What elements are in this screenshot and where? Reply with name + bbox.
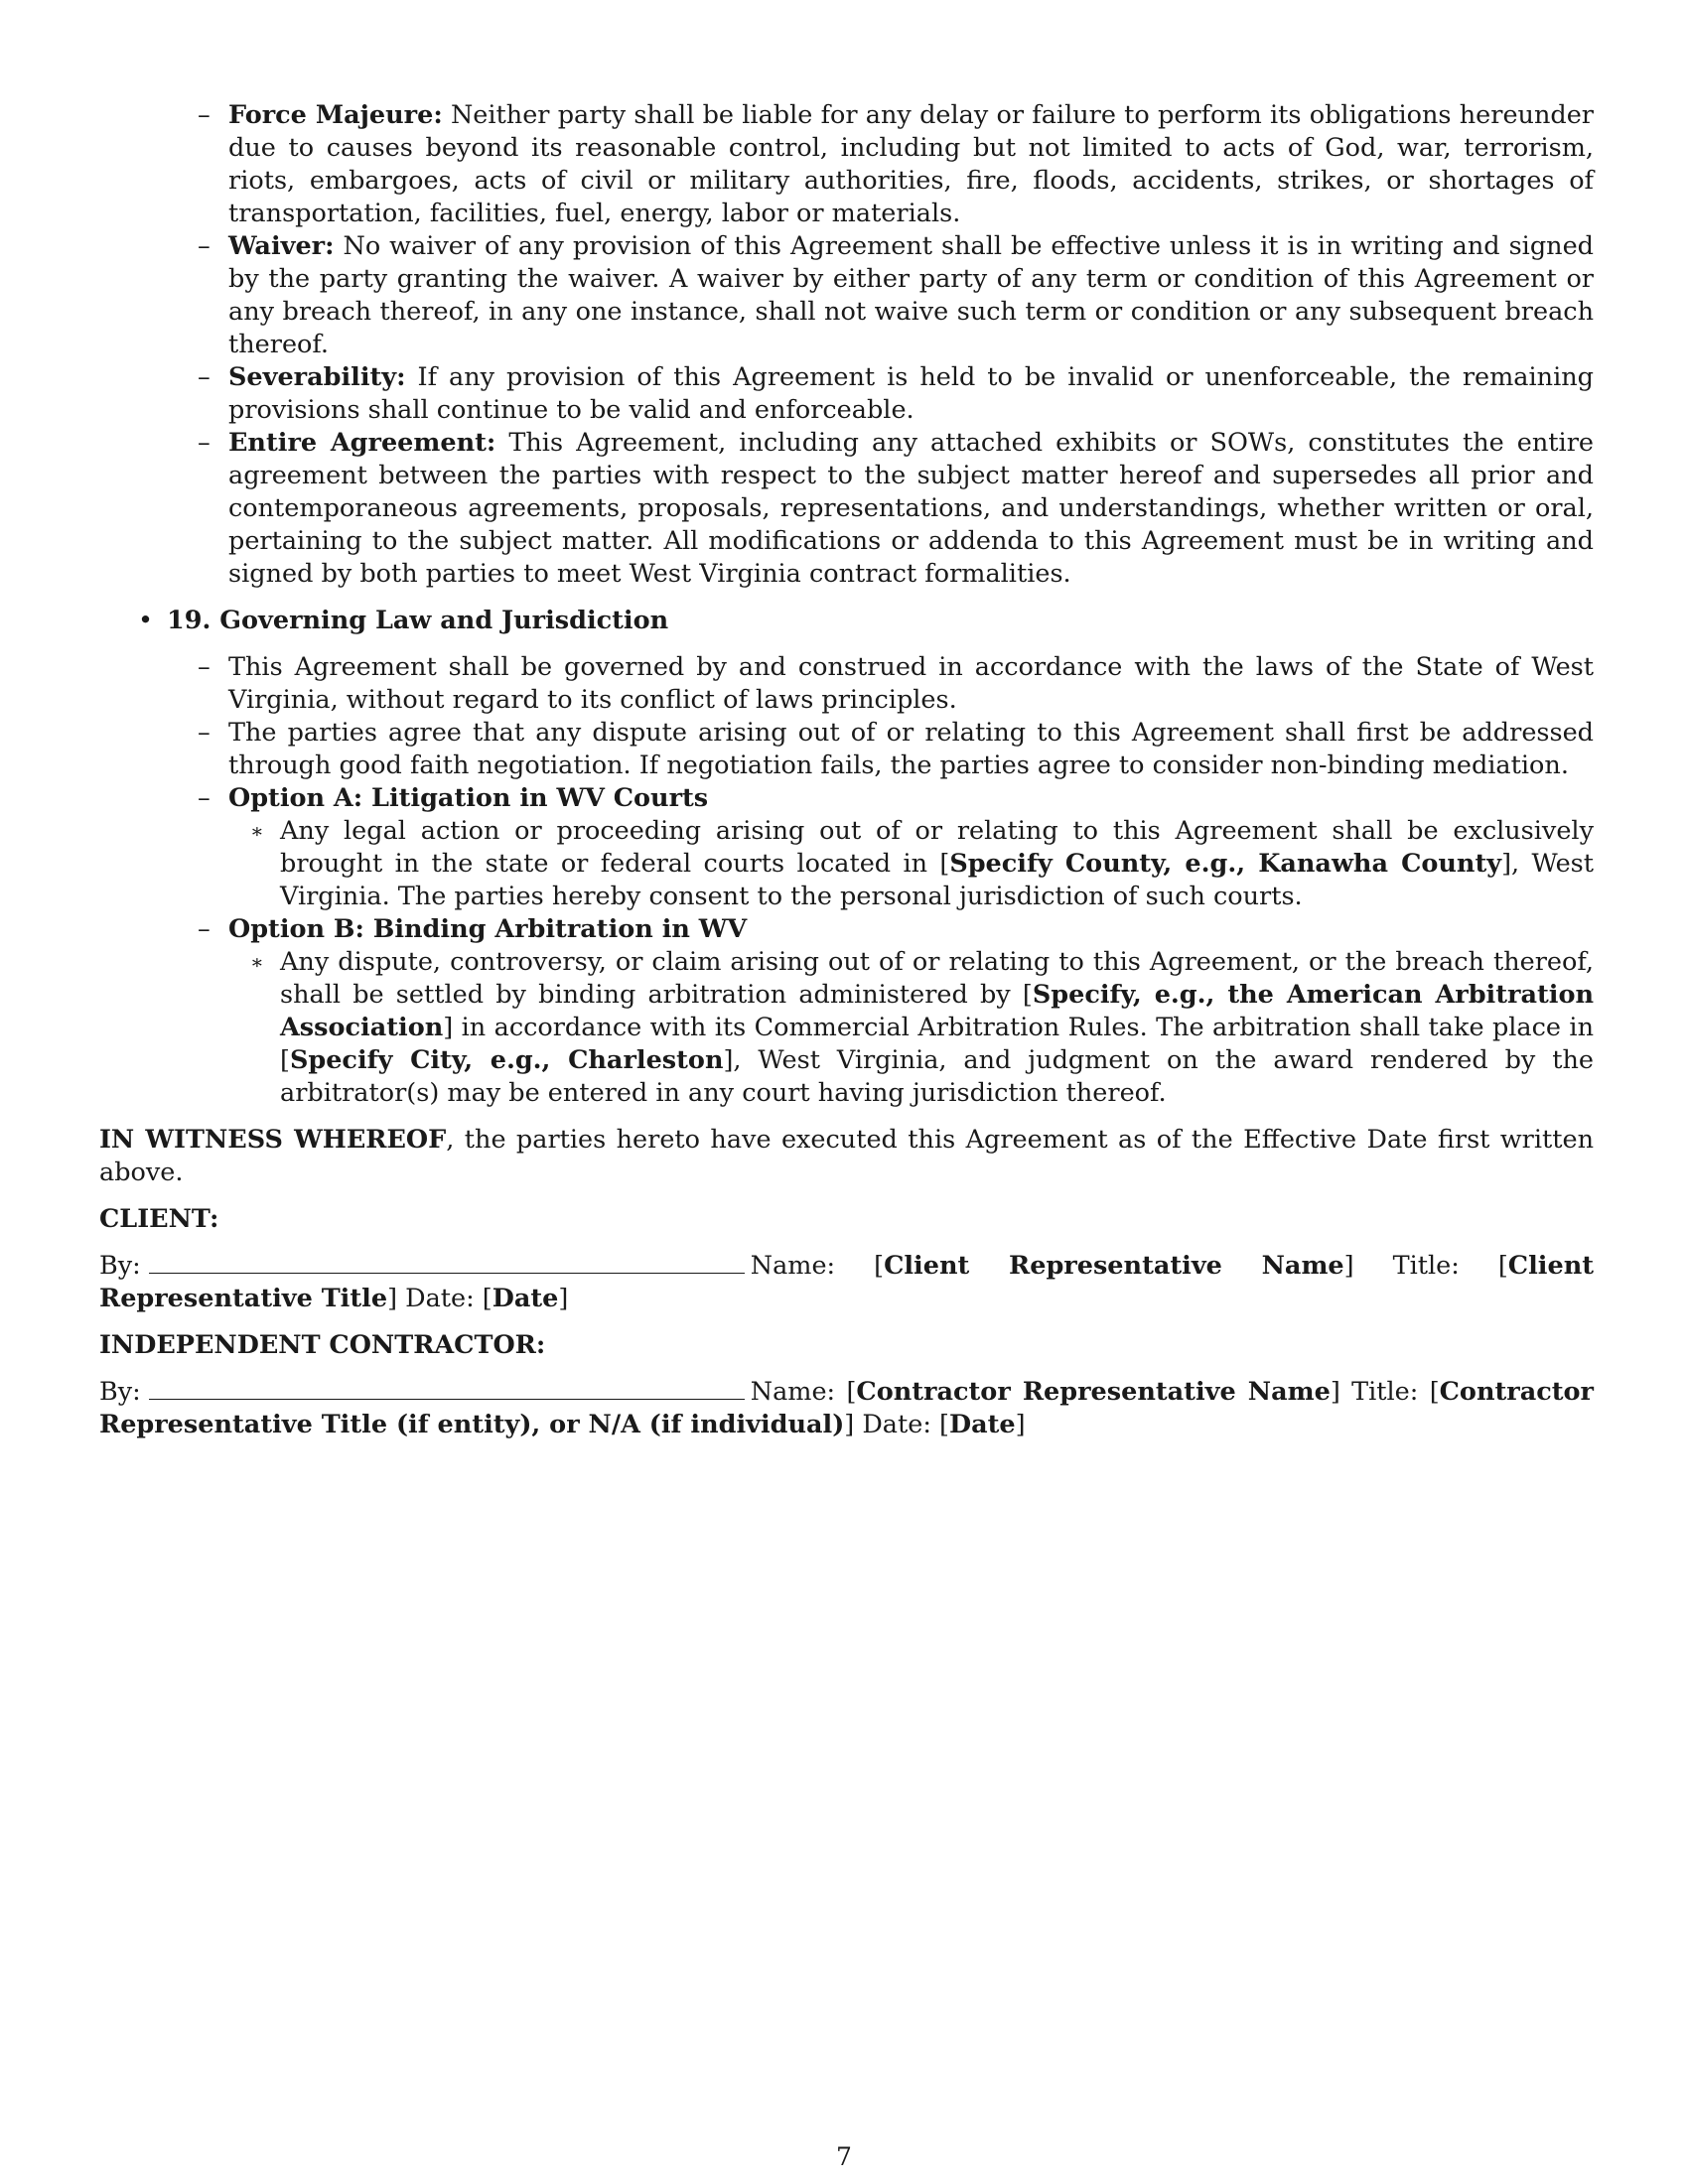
option-b-heading [99,913,1594,946]
option-b-text [99,946,1594,1110]
placeholder-county: Specify County, e.g., Kanawha County [949,849,1502,879]
dash-marker: – [198,783,211,813]
text-run: ], West Virginia. The parties hereby consent to the personal jurisdiction of such courts. [280,849,1595,911]
page-number: 7 [836,2142,852,2171]
section-19-heading [99,605,1594,637]
clause-heading: Entire Agreement: [228,428,496,458]
name-label: Name: [750,1251,836,1281]
text-run: ], West Virginia, and judgment on the award rendered by the arbitrator(s) may be entered in any court having jurisdiction thereof. [280,1045,1594,1108]
by-label: By: [99,1251,141,1281]
dispute-resolution-item [99,717,1594,782]
bullet-marker: • [138,606,154,635]
dash-marker: – [198,652,211,682]
date-label: Date: [405,1284,475,1313]
date-label: Date: [862,1410,931,1439]
option-a-heading [99,782,1594,815]
witness-statement [99,1124,1594,1189]
contractor-name-placeholder: Contractor Representative Name [856,1377,1331,1407]
contractor-date-placeholder: Date [949,1410,1016,1439]
witness-heading: IN WITNESS WHEREOF [99,1125,447,1155]
option-a-text [99,815,1594,913]
dash-marker: – [198,231,211,261]
contractor-title-placeholder: Contractor Representative Title (if entity), or N/A (if individual) [99,1377,1594,1439]
client-name-placeholder: Client Representative Name [884,1251,1344,1281]
client-signature-line[interactable] [149,1251,745,1274]
placeholder-arbitrator: Specify, e.g., the American Arbitration Association [280,980,1594,1042]
dash-marker: – [198,428,211,458]
clause-text: If any provision of this Agreement is held to be invalid or unenforceable, the remaining provisions shall continue to be valid and enforceable. [228,362,1594,425]
governing-law-item [99,651,1594,717]
title-label: Title: [1392,1251,1460,1281]
dash-marker: – [198,718,211,748]
option-title: Option A: Litigation in WV Courts [228,783,709,813]
clause-heading: Waiver: [228,231,335,261]
client-signature-block: By: Name: [Client Representative Name] Title: [Client Representative Title] Date: [Date] [99,1251,1595,1313]
contractor-signature-block: By: Name: [Contractor Representative Name] Title: [Contractor Representative Title (if entity), or N/A (if individual)] Date: [Date] [99,1377,1594,1439]
name-label: Name: [750,1377,836,1407]
contractor-signature-line[interactable] [149,1377,745,1400]
title-label: Title: [1351,1377,1419,1407]
text-run: Any legal action or proceeding arising out of or relating to this Agreement shall be exclusively brought in the state or federal courts located in [ [280,816,1594,879]
dash-marker: – [198,100,211,130]
by-label: By: [99,1377,141,1407]
clause-text: Neither party shall be liable for any delay or failure to perform its obligations hereunder due to causes beyond its reasonable control, including but not limited to acts of God, war, terrorism, riots, embargoes, acts of civil or military authorities, fire, floods, accidents, strikes, or shortages of transportation, facilities, fuel, energy, labor or materials. [228,100,1595,228]
clause-heading: Severability: [228,362,406,392]
client-heading: CLIENT: [99,1204,219,1234]
clause-text: No waiver of any provision of this Agreement shall be effective unless it is in writing and signed by the party granting the waiver. A waiver by either party of any term or condition of this Agreement or any breach thereof, in any one instance, shall not waive such term or condition or any subsequent breach thereof. [228,231,1595,359]
witness-text: , the parties hereto have executed this Agreement as of the Effective Date first written above. [99,1125,1595,1187]
dash-marker: – [198,914,211,944]
text-run: ] in accordance with its Commercial Arbitration Rules. The arbitration shall take place in [ [280,1013,1594,1075]
asterisk-marker: ∗ [250,819,264,843]
clause-heading: Force Majeure: [228,100,443,130]
text-run: Any dispute, controversy, or claim arising out of or relating to this Agreement, or the breach thereof, shall be settled by binding arbitration administered by [ [280,947,1594,1010]
clause-waiver [99,230,1594,361]
clause-force-majeure [99,99,1594,230]
page-content [99,99,1594,1441]
clause-entire-agreement [99,427,1594,591]
item-text: This Agreement shall be governed by and construed in accordance with the laws of the State of West Virginia, without regard to its conflict of laws principles. [228,652,1594,715]
clause-text: This Agreement, including any attached exhibits or SOWs, constitutes the entire agreement between the parties with respect to the subject matter hereof and supersedes all prior and contemporaneous agreements, proposals, representations, and understandings, whether written or oral, pertaining to the subject matter. All modifications or addenda to this Agreement must be in writing and signed by both parties to meet West Virginia contract formalities. [228,428,1594,589]
client-date-placeholder: Date [492,1284,559,1313]
asterisk-marker: ∗ [250,950,264,974]
contractor-heading: INDEPENDENT CONTRACTOR: [99,1330,546,1360]
placeholder-city: Specify City, e.g., Charleston [289,1045,724,1075]
client-title-placeholder: Client Representative Title [99,1251,1595,1313]
section-title: 19. Governing Law and Jurisdiction [167,606,669,635]
option-title: Option B: Binding Arbitration in WV [228,914,748,944]
clause-severability [99,361,1594,427]
item-text: The parties agree that any dispute arising out of or relating to this Agreement shall first be addressed through good faith negotiation. If negotiation fails, the parties agree to consider non-binding mediation. [228,718,1594,780]
dash-marker: – [198,362,211,392]
